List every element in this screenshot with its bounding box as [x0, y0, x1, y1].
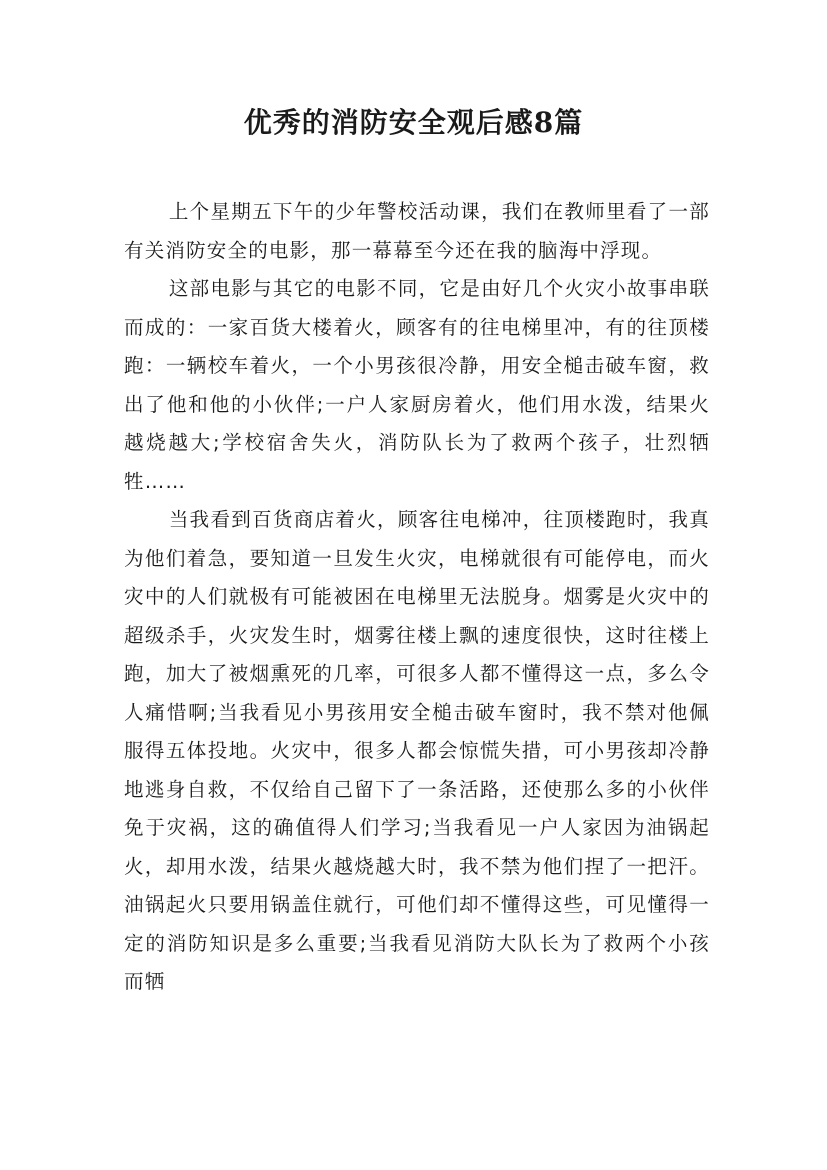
paragraph: 当我看到百货商店着火，顾客往电梯冲，往顶楼跑时，我真为他们着急，要知道一旦发生火灾，电梯就很有可能停电，而火灾中的人们就极有可能被困在电梯里无法脱身。烟雾是火灾中的超级杀手，火灾发生时，烟雾往楼上飘的速度很快，这时往楼上跑，加大了被烟熏死的几率，可很多人都不懂得这一点，多么令人痛惜啊;当我看见小男孩用安全槌击破车窗时，我不禁对他佩服得五体投地。火灾中，很多人都会惊慌失措，可小男孩却冷静地逃身自救，不仅给自己留下了一条活路，还使那么多的小伙伴免于灾祸，这的确值得人们学习;当我看见一户人家因为油锅起火，却用水泼，结果火越烧越大时，我不禁为他们捏了一把汗。油锅起火只要用锅盖住就行，可他们却不懂得这些，可见懂得一定的消防知识是多么重要;当我看见消防大队长为了救两个小孩而牺: [124, 508, 710, 993]
document-title: 优秀的消防安全观后感8篇: [243, 106, 584, 139]
document-body: [124, 193, 710, 1002]
paragraph: 上个星期五下午的少年警校活动课，我们在教师里看了一部有关消防安全的电影，那一幕幕至今还在我的脑海中浮现。: [124, 200, 710, 262]
paragraph: 这部电影与其它的电影不同，它是由好几个火灾小故事串联而成的：一家百货大楼着火，顾客有的往电梯里冲，有的往顶楼跑：一辆校车着火，一个小男孩很冷静，用安全槌击破车窗，救出了他和他的小伙伴;一户人家厨房着火，他们用水泼，结果火越烧越大;学校宿舍失火，消防队长为了救两个孩子，壮烈牺牲……: [124, 277, 710, 493]
